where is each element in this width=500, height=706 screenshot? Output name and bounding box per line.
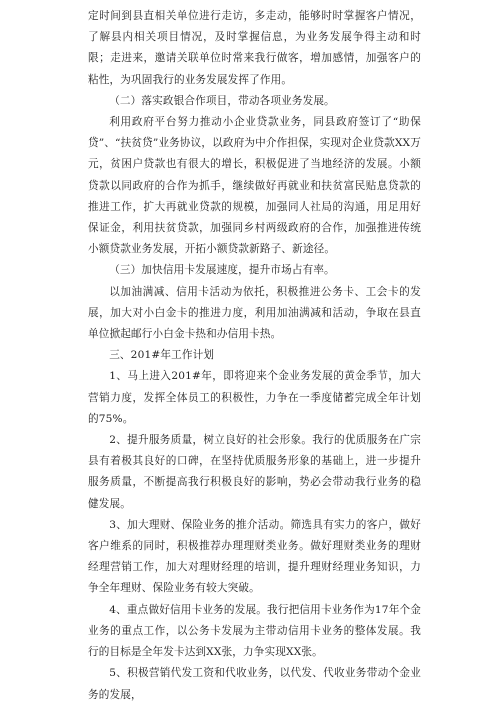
- plan-item-2: 2、提升服务质量，树立良好的社会形象。我行的优质服务在广宗县有着极其良好的口碑，在坚持优质服务形象的基础上，进一步提升服务质量，不断提高我行积极良好的影响，势必会带动我行业务的稳健发展。: [88, 434, 421, 510]
- paragraph-client-visits: 定时间到县直相关单位进行走访，多走动，能够时时掌握客户情况，了解县内相关项目情况，及时掌握信息，为业务发展争得主动和时限；走进来，邀请关联单位时常来我行做客，增加感情，加强客户的粘性，为巩固我行的业务发展发挥了作用。: [88, 10, 421, 86]
- plan-item-5: 5、积极营销代发工资和代收业务，以代发、代收业务带动个金业务的发展，: [88, 667, 421, 701]
- heading-work-plan: 三、201#年工作计划: [109, 349, 215, 362]
- document-body: [88, 6, 421, 706]
- plan-item-1: 1、马上进入201#年，即将迎来个金业务发展的黄金季节，加大营销力度，发挥全体员工的积极性，力争在一季度储蓄完成全年计划的75%。: [88, 370, 421, 425]
- heading-government-bank-cooperation: （二）落实政银合作项目，带动各项业务发展。: [109, 94, 335, 107]
- plan-item-4: 4、重点做好信用卡业务的发展。我行把信用卡业务作为17年个金业务的重点工作，以公务卡发展为主带动信用卡业务的整体发展。我行的目标是全年发卡达到XX张，力争实现XX张。: [88, 603, 421, 659]
- plan-item-3: 3、加大理财、保险业务的推介活动。筛选具有实力的客户，做好客户维系的同时，积极推荐办理理财类业务。做好理财类业务的理财经理营销工作，加大对理财经理的培训，提升理财经理业务知识，力争全年理财、保险业务有较大突破。: [88, 518, 421, 595]
- heading-credit-card-development: （三）加快信用卡发展速度，提升市场占有率。: [109, 264, 335, 277]
- paragraph-small-business-loans: 利用政府平台努力推动小企业贷款业务，同县政府签订了“助保贷”、“扶贫贷”业务协议，以政府为中介作担保，实现对企业贷款XX万元，贫困户贷款也有很大的增长，积极促进了当地经济的发展。小额贷款以同政府的合作为抓手，继续做好再就业和扶贫富民贴息贷款的推进工作，扩大再就业贷款的规模，加强同人社局的沟通，用足用好保证金，利用扶贫贷款，加强同乡村两级政府的合作，加强推进传统小额贷款业务发展，开拓小额贷款新路子、新途径。: [88, 116, 421, 256]
- paragraph-credit-card-activities: 以加油满减、信用卡活动为依托，积极推进公务卡、工会卡的发展，加大对小白金卡的推进力度，利用加油满减和活动，争取在县直单位掀起邮行小白金卡热和办信用卡热。: [88, 285, 421, 341]
